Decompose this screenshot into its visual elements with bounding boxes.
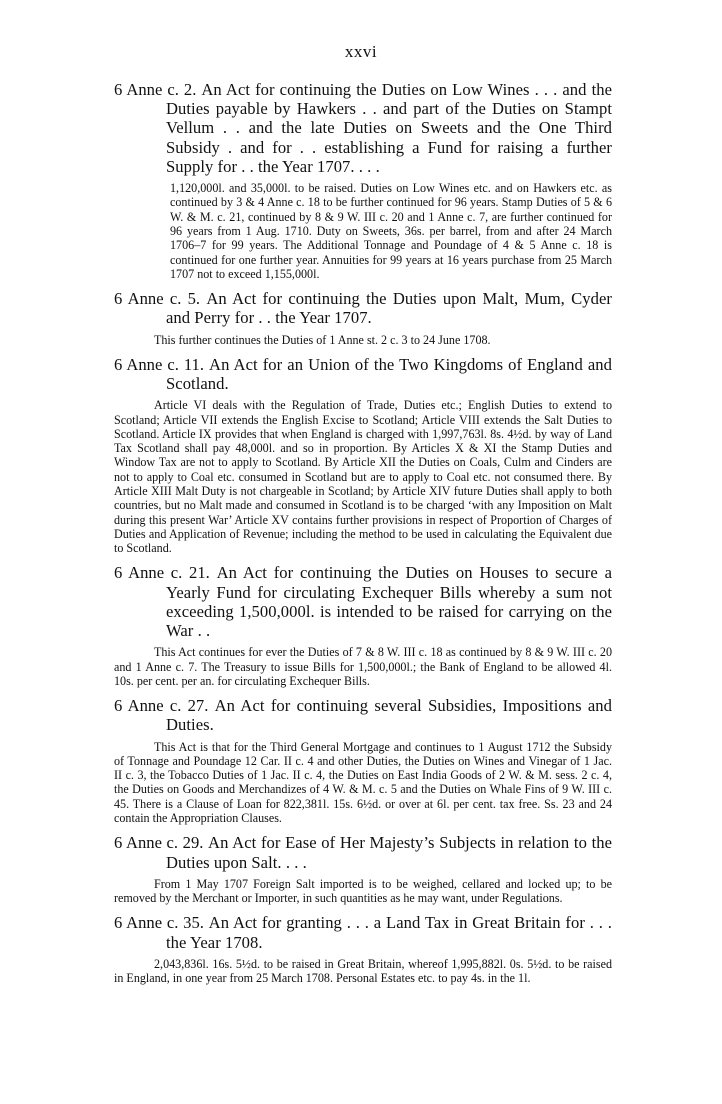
- act-entry: [114, 913, 612, 985]
- act-entry: [114, 355, 612, 556]
- act-title: An Act for continuing the Duties on Low Wines . . . and the Duties payable by Hawkers . . and part of the Duties on Stampt Vellum . . and the late Duties on Sweets and the One Third Subsidy . and for . . establishing a Fund for raising a further Supply for . . the Year 1707. . . .: [166, 80, 612, 176]
- act-heading: [114, 563, 612, 640]
- act-heading: [114, 80, 612, 176]
- act-note: 2,043,836l. 16s. 5½d. to be raised in Great Britain, whereof 1,995,882l. 0s. 5½d. to be raised in England, in one year from 25 March 1708. Personal Estates etc. to pay 4s. in the 1l.: [114, 956, 612, 986]
- act-entry: [114, 80, 612, 281]
- act-title: An Act for continuing the Duties upon Malt, Mum, Cyder and Perry for . . the Year 1707.: [166, 289, 612, 328]
- act-citation: 6 Anne c. 5.: [114, 289, 201, 309]
- act-list: [114, 80, 612, 993]
- act-title: An Act for continuing several Subsidies, Impositions and Duties.: [166, 696, 612, 735]
- act-entry: [114, 563, 612, 688]
- act-entry: [114, 833, 612, 905]
- act-heading: [114, 913, 612, 951]
- act-heading: [114, 355, 612, 393]
- act-citation: 6 Anne c. 2.: [114, 80, 197, 99]
- act-note: Article VI deals with the Regulation of Trade, Duties etc.; English Duties to extend to Scotland; Article VII extends the English Excise to Scotland; Article VIII extends the Salt Duties to Scotland. Article IX provides that when England is charged with 1,997,763l. 8s. 4½d. by way of Land Tax Scotland shall pay 48,000l. and so in proportion. By Articles X & XI the Stamp Duties and Window Tax are not to apply to Scotland. By Article XII the Duties on Coals, Culm and Cinders are not to apply to Coal etc. consumed in Scotland but are to apply to Coal etc. not consumed there. By Article XIII Malt Duty is not chargeable in Scotland; by Article XIV future Duties shall apply to both countries, but no Malt made and consumed in Scotland is to be charged ‘with any Imposition on Malt during this present War’ Article XV contains further provisions in respect of Proportion of Charges of Duties and Application of Revenue; including the method to be used in calculating the Equivalent due to Scotland.: [114, 398, 612, 556]
- act-note: This Act continues for ever the Duties of 7 & 8 W. III c. 18 as continued by 8 & 9 W. III c. 20 and 1 Anne c. 7. The Treasury to issue Bills for 1,500,000l.; the Bank of England to be allowed 4l. 10s. per cent. per an. for circulating Exchequer Bills.: [114, 645, 612, 688]
- act-heading: [114, 696, 612, 734]
- page-number: xxvi: [344, 42, 378, 61]
- act-entry: [114, 696, 612, 825]
- act-note: This further continues the Duties of 1 Anne st. 2 c. 3 to 24 June 1708.: [154, 332, 491, 347]
- act-entry: [114, 289, 612, 347]
- act-note: 1,120,000l. and 35,000l. to be raised. Duties on Low Wines etc. and on Hawkers etc. as continued by 3 & 4 Anne c. 18 to be further continued for 96 years. Stamp Duties of 5 & 6 W. & M. c. 21, continued by 8 & 9 W. III c. 20 and 1 Anne c. 7, are further continued for 96 years from 1 Aug. 1710. Duty on Sweets, 36s. per barrel, from and after 24 March 1706–7 for 99 years. The Additional Tonnage and Poundage of 4 & 5 Anne c. 18 is continued for one further year. Annuities for 99 years at 16 years purchase from 25 March 1707 not to exceed 1,155,000l.: [170, 181, 612, 281]
- act-title: An Act for continuing the Duties on Houses to secure a Yearly Fund for circulating Exchequer Bills whereby a sum not exceeding 1,500,000l. is intended to be raised for carrying on the War . .: [166, 563, 613, 641]
- act-citation: 6 Anne c. 11.: [114, 354, 205, 374]
- act-heading: [114, 833, 612, 871]
- act-citation: 6 Anne c. 29.: [114, 833, 204, 853]
- act-title: An Act for an Union of the Two Kingdoms of England and Scotland.: [166, 354, 612, 393]
- act-citation: 6 Anne c. 21.: [114, 563, 210, 583]
- act-note: This Act is that for the Third General Mortgage and continues to 1 August 1712 the Subsidy of Tonnage and Poundage 12 Car. II c. 4 and other Duties, the Duties on Wines and Vinegar of 1 Jac. II c. 3, the Tobacco Duties of 1 Jac. II c. 4, the Duties on East India Goods of 2 W. & M. sess. 2 c. 4, the Duties on Goods and Merchandizes of 4 W. & M. c. 5 and the Duties on Whale Fins of 9 W. III c. 45. There is a Clause of Loan for 822,381l. 15s. 6½d. or over at 6l. per cent. tax free. Ss. 23 and 24 contain the Appropriation Clauses.: [114, 739, 612, 826]
- act-title: An Act for Ease of Her Majesty’s Subjects in relation to the Duties upon Salt. . . .: [166, 833, 612, 872]
- act-title: An Act for granting . . . a Land Tax in Great Britain for . . . the Year 1708.: [166, 913, 612, 952]
- act-citation: 6 Anne c. 27.: [114, 696, 209, 716]
- act-citation: 6 Anne c. 35.: [114, 913, 204, 933]
- act-note: From 1 May 1707 Foreign Salt imported is to be weighed, cellared and locked up; to be removed by the Merchant or Importer, in such quantities as he may want, under Regulations.: [114, 876, 612, 906]
- act-heading: [114, 289, 612, 327]
